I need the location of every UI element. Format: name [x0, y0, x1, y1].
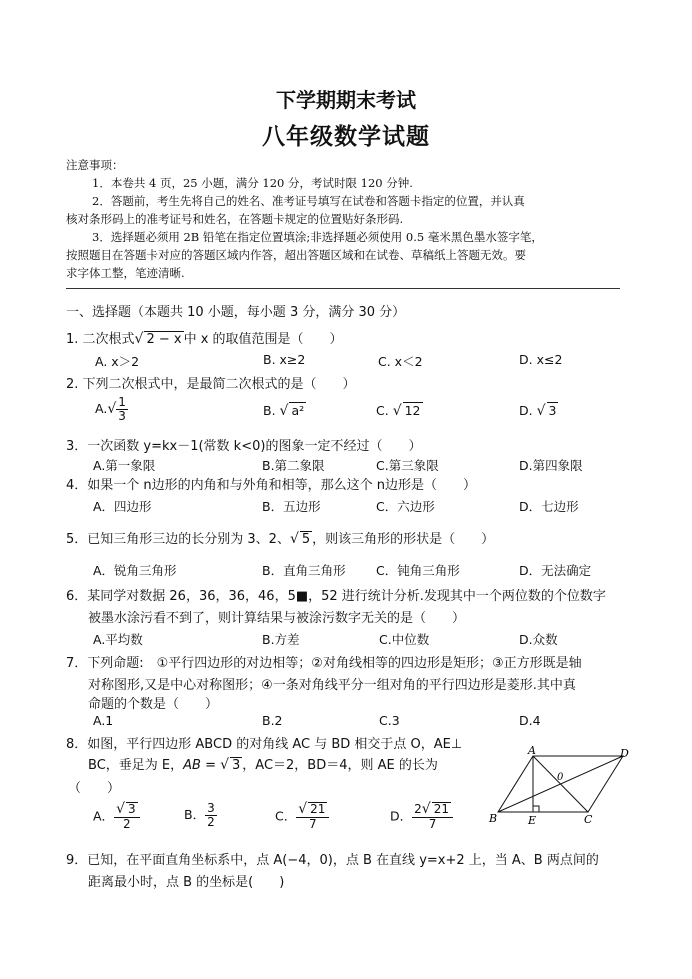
q5-option-d[interactable]: D．无法确定 — [519, 563, 592, 578]
notice-line-2a: 2．答题前，考生先将自己的姓名、准考证号填写在试卷和答题卡指定的位置，并认真 — [92, 194, 525, 208]
radical-icon: √ — [298, 801, 308, 817]
q8-option-c[interactable] — [275, 802, 329, 832]
q1-option-b[interactable]: B. x≥2 — [263, 352, 306, 367]
section-title: 一、选择题（本题共 10 小题，每小题 3 分，满分 30 分） — [66, 305, 406, 320]
q8-d-label: D． — [390, 808, 413, 824]
radical-icon: √ — [134, 331, 144, 347]
q2-c-label: C. — [376, 403, 389, 418]
q8-c-fraction — [296, 802, 329, 832]
q3-option-b[interactable]: B.第二象限 — [262, 458, 325, 473]
q1-option-d[interactable]: D. x≤2 — [519, 352, 563, 367]
q4-stem: 4．如果一个 n边形的内角和与外角和相等，那么这个 n边形是（ ） — [66, 478, 477, 493]
q1-post: 中 x 的取值范围是（ ） — [183, 332, 343, 347]
q5-pre: 5．已知三角形三边的长分别为 3、2、 — [66, 532, 290, 547]
q8-c-label: C． — [275, 808, 297, 824]
radical-icon: √ — [220, 757, 230, 773]
divider — [66, 288, 620, 289]
q7-stem-line2: 对称图形,又是中心对称图形；④一条对角线平分一组对角的平行四边形是菱形.其中真 — [88, 678, 576, 693]
fig-label-a: A — [528, 744, 536, 757]
notice-heading: 注意事项： — [66, 158, 124, 172]
q8-line2-pre: BC，垂足为 E， — [88, 758, 184, 773]
exam-subtitle: 八年级数学试题 — [262, 123, 430, 150]
q7-option-a[interactable]: A.1 — [93, 713, 114, 728]
q2-option-d[interactable] — [519, 402, 558, 419]
q5-option-b[interactable]: B．直角三角形 — [262, 563, 346, 578]
q8-d-coef: 2 — [414, 802, 422, 816]
q8-d-den: 7 — [428, 817, 437, 832]
q2-option-a[interactable] — [95, 396, 128, 423]
exam-title: 下学期期末考试 — [276, 88, 416, 112]
q7-option-d[interactable]: D.4 — [519, 713, 541, 728]
q2-a-den: 3 — [118, 409, 126, 424]
q8-option-a[interactable] — [93, 802, 140, 832]
q8-d-num: 21 — [433, 802, 449, 816]
notice-line-3a: 3．选择题必须用 2B 铅笔在指定位置填涂;非选择题必须使用 0.5 毫米黑色墨水签字笔， — [92, 230, 543, 244]
fig-label-o: 0 — [557, 772, 564, 783]
q8-a-den: 2 — [123, 817, 131, 832]
q7-stem-line3: 命题的个数是（ ） — [88, 697, 219, 712]
q5-radicand: 5 — [301, 532, 311, 547]
q8-stem-line1: 8．如图，平行四边形 ABCD 的对角线 AC 与 BD 相交于点 O，AE⊥ — [66, 737, 463, 752]
q2-a-label: A. — [95, 401, 108, 417]
q1-radicand: 2 − x — [146, 332, 182, 347]
q8-option-d[interactable] — [390, 802, 453, 832]
notice-line-3c: 求字体工整，笔迹清晰. — [66, 266, 185, 280]
fig-label-c: C — [584, 813, 593, 826]
q8-c-den: 7 — [309, 817, 317, 832]
q8-d-fraction — [412, 802, 453, 832]
q1-option-c[interactable]: C. x＜2 — [378, 354, 423, 369]
q9-stem-line2: 距离最小时，点 B 的坐标是( ) — [88, 875, 285, 890]
q8-a-fraction — [114, 802, 140, 832]
q5-option-a[interactable]: A．锐角三角形 — [93, 563, 177, 578]
q1-stem — [66, 328, 343, 347]
q6-stem-line1: 6．某同学对数据 26，36，36，46，5■，52 进行统计分析.发现其中一个两位数的个位数字 — [66, 589, 606, 604]
radical-icon: √ — [536, 403, 546, 419]
q8-ab-radicand: 3 — [232, 758, 241, 773]
q8-b-fraction — [205, 802, 217, 829]
q8-option-b[interactable] — [184, 802, 217, 829]
q3-stem: 3．一次函数 y=kx－1(常数 k<0)的图象一定不经过（ ） — [66, 439, 422, 454]
q8-b-label: B． — [184, 807, 206, 823]
q6-option-a[interactable]: A.平均数 — [93, 632, 143, 647]
radical-icon: √ — [289, 531, 299, 547]
q8-a-label: A． — [93, 808, 115, 824]
q6-option-c[interactable]: C.中位数 — [379, 632, 430, 647]
fig-label-b: B — [489, 812, 498, 825]
q8-a-num: 3 — [127, 802, 136, 816]
radical-icon: √ — [392, 403, 402, 419]
q1-pre: 1. 二次根式 — [66, 332, 135, 347]
q1-option-a[interactable]: A. x＞2 — [95, 354, 140, 369]
radical-icon: √ — [421, 801, 431, 817]
q2-stem: 2. 下列二次根式中，是最简二次根式的是（ ） — [66, 377, 356, 392]
fig-label-e: E — [528, 814, 537, 826]
q6-option-d[interactable]: D.众数 — [519, 632, 558, 647]
q7-option-c[interactable]: C.3 — [379, 713, 400, 728]
fig-label-d: D — [620, 747, 629, 760]
q4-option-d[interactable]: D．七边形 — [519, 499, 579, 514]
q4-option-b[interactable]: B．五边形 — [262, 499, 321, 514]
q5-option-c[interactable]: C．钝角三角形 — [376, 563, 460, 578]
notice-line-1: 1．本卷共 4 页，25 小题，满分 120 分，考试时限 120 分钟. — [92, 176, 413, 190]
q2-c-radicand: 12 — [404, 403, 421, 418]
q2-option-b[interactable] — [263, 402, 306, 419]
q4-option-c[interactable]: C．六边形 — [376, 499, 435, 514]
notice-line-3b: 按照题目在答题卡对应的答题区域内作答，超出答题区域和在试卷、草稿纸上答题无效。要 — [66, 248, 526, 262]
q3-option-c[interactable]: C.第三象限 — [376, 458, 439, 473]
q2-a-fraction — [116, 396, 128, 423]
q5-post: ，则该三角形的形状是（ ） — [312, 532, 495, 547]
notice-line-2b: 核对条形码上的准考证号和姓名，在答题卡规定的位置贴好条形码. — [66, 212, 404, 226]
q8-ab: AB = — [183, 758, 221, 773]
radical-icon: √ — [107, 401, 117, 418]
parallelogram-figure — [488, 744, 633, 826]
q3-option-d[interactable]: D.第四象限 — [519, 458, 583, 473]
q6-option-b[interactable]: B.方差 — [262, 632, 300, 647]
diagonal-bd — [498, 756, 623, 812]
q2-option-c[interactable] — [376, 402, 423, 419]
q2-d-radicand: 3 — [548, 403, 557, 418]
q9-stem-line1: 9．已知，在平面直角坐标系中，点 A(−4，0)，点 B 在直线 y=x+2 上，当 A、B 两点间的 — [66, 853, 599, 868]
q8-line2-post: ，AC＝2，BD＝4，则 AE 的长为 — [242, 758, 438, 773]
q3-option-a[interactable]: A.第一象限 — [93, 458, 156, 473]
q2-b-label: B. — [263, 403, 276, 418]
q8-stem-line2 — [88, 754, 438, 773]
q8-b-num: 3 — [207, 801, 215, 815]
right-angle-mark — [533, 806, 539, 812]
q8-stem-line3: （ ） — [68, 781, 121, 796]
q5-stem — [66, 528, 494, 547]
q2-d-label: D. — [519, 403, 533, 418]
q4-option-a[interactable]: A．四边形 — [93, 499, 152, 514]
q2-a-num: 1 — [118, 395, 126, 409]
q8-b-den: 2 — [207, 815, 215, 830]
q8-c-num: 21 — [310, 802, 326, 816]
q2-b-radicand: a² — [291, 403, 305, 418]
q7-stem-line1: 7．下列命题: ①平行四边形的对边相等；②对角线相等的四边形是矩形；③正方形既是轴 — [66, 656, 582, 671]
radical-icon: √ — [116, 801, 125, 817]
q6-stem-line2: 被墨水涂污看不到了，则计算结果与被涂污数字无关的是（ ） — [88, 611, 466, 626]
q7-option-b[interactable]: B.2 — [262, 713, 283, 728]
radical-icon: √ — [279, 403, 289, 419]
